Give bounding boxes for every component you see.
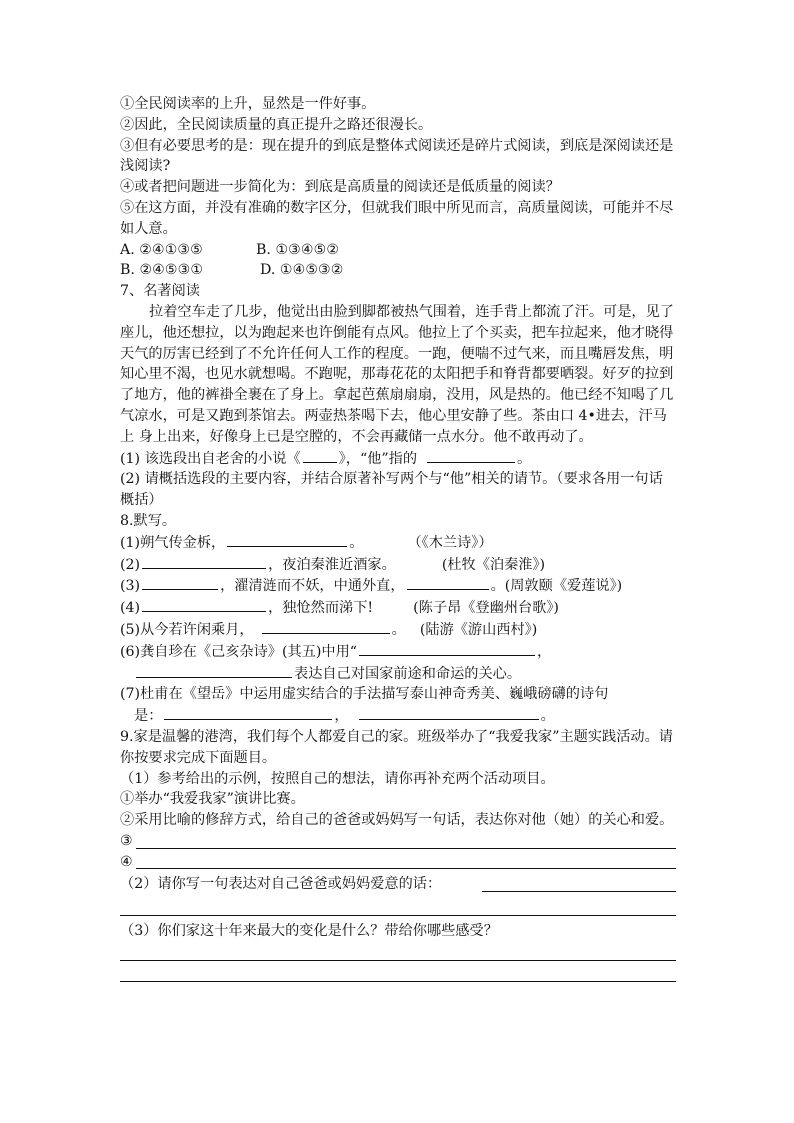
worksheet xyxy=(120,94,676,985)
q8-l3-source: 。(周敦颐《爱莲说》) xyxy=(490,578,623,595)
q9-sub1: （1）参考给出的示例，按照自己的想法，请你再补充两个活动项目。 xyxy=(120,770,555,787)
q7-sub2: (2) 请概括选段的主要内容，并结合原著补写两个与“他”相关的请节。（要求各用一句话概括） xyxy=(120,471,663,509)
q6-options-row-2 xyxy=(120,260,676,281)
poem-blank-6b[interactable] xyxy=(136,663,292,678)
q7-sub1 xyxy=(120,448,676,470)
q8-l3-num: (3) xyxy=(120,578,141,595)
poem-blank-1[interactable] xyxy=(227,532,347,547)
q8-title: 8.默写。 xyxy=(120,512,177,529)
poem-blank-4[interactable] xyxy=(142,597,266,612)
q8-l5-text: (5)从今若许闲乘月， xyxy=(120,621,254,638)
q8-l7-is: 是： xyxy=(134,708,163,725)
q8-line-4 xyxy=(120,597,676,619)
q8-l6-text: (6)龚自珍在《己亥杂诗》(其五)中用“ xyxy=(120,643,358,660)
q8-line-7 xyxy=(120,684,676,705)
q7-sub1-prefix: (1) 该选段出自老舍的小说《 xyxy=(120,450,301,467)
q8-l5-source: (陆游《游山西村》) xyxy=(419,621,538,638)
q7-sub1-middle: 》，“他”指的 xyxy=(338,450,418,467)
q9-sub2-row xyxy=(120,874,676,895)
q8-l7-end: 。 xyxy=(540,708,555,725)
q6-option-d: D. ①④⑤③② xyxy=(260,262,344,279)
q6-option-c: B. ②④⑤③① xyxy=(120,262,204,279)
q6-sentence-3: ③但有必要思考的是：现在提升的到底是整体式阅读还是碎片式阅读，到底是深阅读还是浅阅读? xyxy=(120,137,674,175)
love-sentence-blank-2[interactable] xyxy=(120,915,676,916)
q7-title: 7、名著阅读 xyxy=(120,283,200,300)
q8-l4-source: (陈子昂《登幽州台歌》) xyxy=(413,600,559,617)
q8-line-6 xyxy=(120,641,676,663)
change-answer-blank-2[interactable] xyxy=(120,981,676,982)
q6-sentence-5: ⑤在这方面，并没有准确的数字区分，但就我们眼中所见而言，高质量阅读，可能并不尽如人意。 xyxy=(120,199,674,237)
activity-blank-3[interactable] xyxy=(136,848,676,849)
poem-blank-5[interactable] xyxy=(262,619,390,634)
q8-l3-text: ，濯清涟而不妖，中通外直， xyxy=(220,578,405,595)
q9-intro: 9.家是温馨的港湾，我们每个人都爱自己的家。班级举办了“我爱我家”主题实践活动。请你按要求完成下面题目。 xyxy=(120,728,673,766)
q8-l4-text: ，独怆然而涕下! xyxy=(268,600,374,617)
q8-line-1 xyxy=(120,532,676,554)
q8-l7-text: (7)杜甫在《望岳》中运用虚实结合的手法描写泰山神奇秀美、巍峨磅礴的诗句 xyxy=(120,686,609,703)
q9-item-4-row xyxy=(120,852,676,873)
poem-blank-6a[interactable] xyxy=(359,641,535,656)
poem-blank-2[interactable] xyxy=(142,554,266,569)
novel-title-blank[interactable] xyxy=(303,448,337,463)
q8-line-2 xyxy=(120,554,676,576)
love-sentence-blank[interactable] xyxy=(482,891,676,892)
q6-option-b: B. ①③④⑤② xyxy=(256,241,340,258)
q8-l4-num: (4) xyxy=(120,600,141,617)
poem-blank-3b[interactable] xyxy=(407,575,489,590)
q7-sub1-end: 。 xyxy=(517,450,532,467)
q8-line-7b xyxy=(120,705,676,727)
q8-line-5 xyxy=(120,619,676,641)
q9-item-2: ②采用比喻的修辞方式，给自己的爸爸或妈妈写一句话，表达你对他（她）的关心和爱。 xyxy=(120,812,674,829)
q8-l1-source: （《木兰诗》） xyxy=(407,534,493,551)
q8-l6-rest: 表达自己对国家前途和命运的关心。 xyxy=(294,665,522,682)
q9-sub2-label: （2）请你写一句表达对自己爸爸或妈妈爱意的话： xyxy=(120,876,442,893)
q6-sentence-4: ④或者把问题进一步简化为：到底是高质量的阅读还是低质量的阅读？ xyxy=(120,179,560,196)
q9-item-3-label: ③ xyxy=(120,832,133,849)
q7-passage: 拉着空车走了几步，他觉出由脸到脚都被热气围着，连手背上都流了汗。可是，见了座儿，他还想拉，以为跑起来也许倒能有点风。他拉上了个买卖，把车拉起来，他才晓得天气的厉害已经到了不允许任何人工作的程度。一跑，便喘不过气来，而且嘴唇发焦，明知心里不渴，也见水就想喝。不跑呢，那毒花花的太阳把手和脊背都要晒裂。好歹的拉到了地方，他的裤褂全裹在了身上。拿起芭蕉扇扇扇，没用，风是热的。他已经不知喝了几气凉水，可是又跑到茶馆去。两壶热茶喝下去，他心里安静了些。茶由口 4•进去，汗马上 身上出来，好像身上已是空膛的，不会再藏储一点水分。他不敢再动了。 xyxy=(120,303,674,445)
q9-item-4-label: ④ xyxy=(120,853,133,870)
q8-l2-text: ，夜泊秦淮近酒家。 xyxy=(268,556,396,573)
q9-item-1: ①举办“我爱我家”演讲比赛。 xyxy=(120,791,305,808)
q8-l6-punct: ， xyxy=(537,643,552,660)
q8-l5-punct: 。 xyxy=(391,621,406,638)
q8-l7-comma: ， xyxy=(334,708,349,725)
q6-options-row-1 xyxy=(120,240,676,261)
q8-line-3 xyxy=(120,575,676,597)
q9-sub3: （3）你们家这十年来最大的变化是什么？带给你哪些感受？ xyxy=(120,923,498,940)
poem-blank-7b[interactable] xyxy=(359,705,539,720)
q8-l2-num: (2) xyxy=(120,556,141,573)
change-answer-row-2 xyxy=(120,964,676,985)
love-sentence-blank-2-row xyxy=(120,895,676,919)
q6-sentence-2: ②因此，全民阅读质量的真正提升之路还很漫长。 xyxy=(120,116,433,133)
character-blank[interactable] xyxy=(427,448,515,463)
poem-blank-3a[interactable] xyxy=(142,575,218,590)
poem-blank-7a[interactable] xyxy=(164,705,332,720)
q9-item-3-row xyxy=(120,831,676,852)
q8-l1-text: (1)朔气传金柝， xyxy=(120,534,226,551)
q6-option-a: A. ②④①③⑤ xyxy=(120,241,203,258)
q6-sentence-1: ①全民阅读率的上升，显然是一件好事。 xyxy=(120,96,376,112)
q8-line-6b xyxy=(120,663,676,685)
change-answer-row-1 xyxy=(120,942,676,964)
change-answer-blank-1[interactable] xyxy=(120,960,676,961)
activity-blank-4[interactable] xyxy=(136,868,676,869)
q8-l1-punct: 。 xyxy=(349,534,364,551)
q8-l2-source: (杜牧《泊秦淮》) xyxy=(441,556,546,573)
